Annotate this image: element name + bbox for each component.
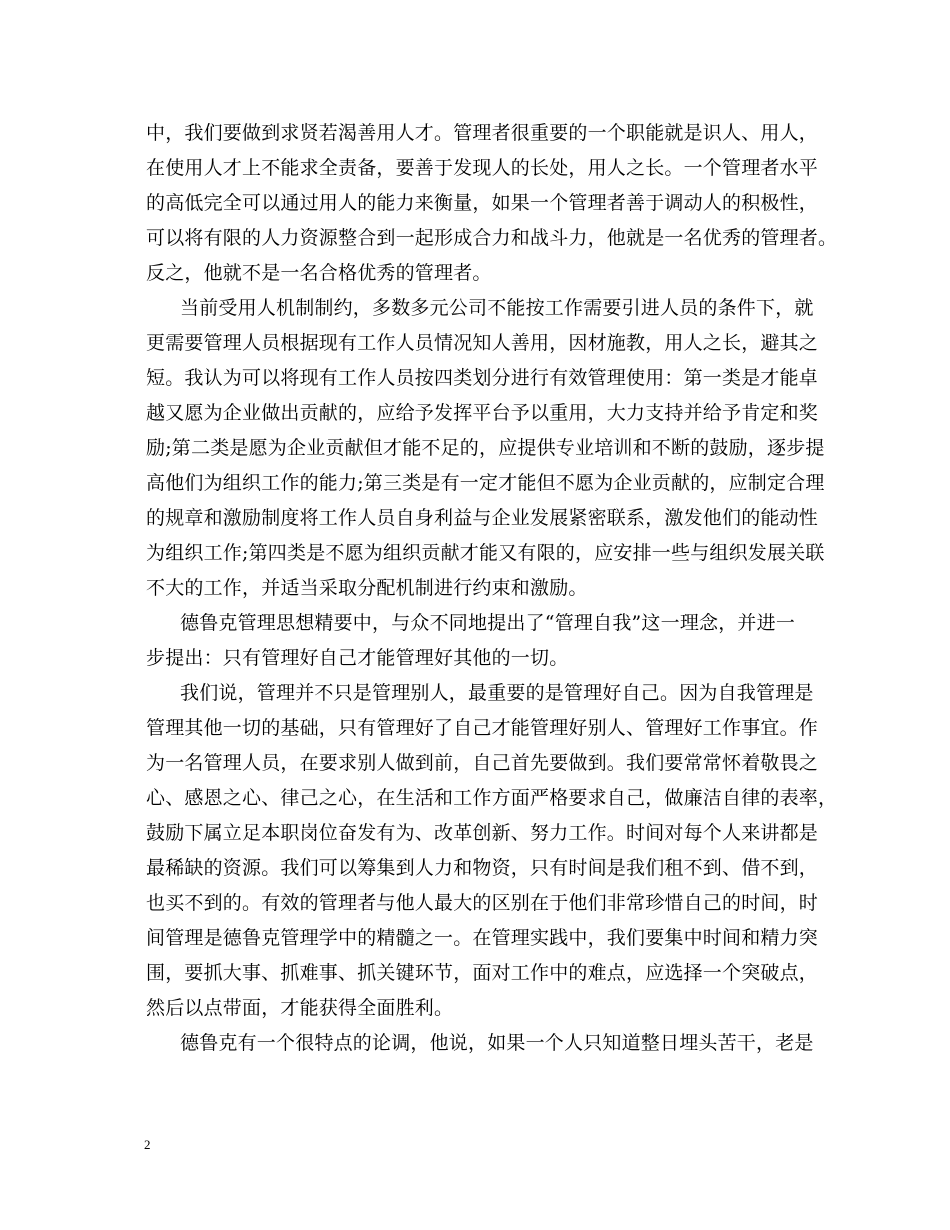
text-line: 管理其他一切的基础，只有管理好了自己才能管理好别人、管理好工作事宜。作 xyxy=(146,717,819,739)
text-line: 然后以点带面，才能获得全面胜利。 xyxy=(146,997,454,1019)
text-line: 在使用人才上不能求全责备，要善于发现人的长处，用人之长。一个管理者水平 xyxy=(146,157,819,179)
text-line: 鼓励下属立足本职岗位奋发有为、改革创新、努力工作。时间对每个人来讲都是 xyxy=(146,822,819,844)
text-line: 心、感恩之心、律己之心，在生活和工作方面严格要求自己，做廉洁自律的表率， xyxy=(146,787,838,809)
text-line: 围，要抓大事、抓难事、抓关键环节，面对工作中的难点，应选择一个突破点， xyxy=(146,962,819,984)
text-line: 为组织工作;第四类是不愿为组织贡献才能又有限的，应安排一些与组织发展关联 xyxy=(146,542,825,564)
page-number: 2 xyxy=(144,1137,151,1152)
paragraph-start-line: 我们说，管理并不只是管理别人，最重要的是管理好自己。因为自我管理是 xyxy=(180,682,814,704)
text-line: 步提出：只有管理好自己才能管理好其他的一切。 xyxy=(146,647,569,669)
text-line: 最稀缺的资源。我们可以筹集到人力和物资，只有时间是我们租不到、借不到， xyxy=(146,857,819,879)
text-line: 间管理是德鲁克管理学中的精髓之一。在管理实践中，我们要集中时间和精力突 xyxy=(146,927,819,949)
text-line: 为一名管理人员，在要求别人做到前，自己首先要做到。我们要常常怀着敬畏之 xyxy=(146,752,819,774)
paragraph-start-line: 德鲁克管理思想精要中，与众不同地提出了“管理自我”这一理念，并进一 xyxy=(180,612,796,634)
text-line: 中，我们要做到求贤若渴善用人才。管理者很重要的一个职能就是识人、用人， xyxy=(146,122,819,144)
text-line: 不大的工作，并适当采取分配机制进行约束和激励。 xyxy=(146,577,588,599)
text-line: 短。我认为可以将现有工作人员按四类划分进行有效管理使用：第一类是才能卓 xyxy=(146,367,819,389)
text-line: 也买不到的。有效的管理者与他人最大的区别在于他们非常珍惜自己的时间，时 xyxy=(146,892,819,914)
paragraph-start-line: 德鲁克有一个很特点的论调，他说，如果一个人只知道整日埋头苦干，老是 xyxy=(180,1032,814,1054)
text-line: 越又愿为企业做出贡献的，应给予发挥平台予以重用，大力支持并给予肯定和奖 xyxy=(146,402,819,424)
paragraph-start-line: 当前受用人机制制约，多数多元公司不能按工作需要引进人员的条件下，就 xyxy=(180,297,814,319)
text-line: 的高低完全可以通过用人的能力来衡量，如果一个管理者善于调动人的积极性， xyxy=(146,192,819,214)
text-line: 励;第二类是愿为企业贡献但才能不足的，应提供专业培训和不断的鼓励，逐步提 xyxy=(146,437,825,459)
text-line: 高他们为组织工作的能力;第三类是有一定才能但不愿为企业贡献的，应制定合理 xyxy=(146,472,825,494)
text-line: 可以将有限的人力资源整合到一起形成合力和战斗力，他就是一名优秀的管理者。 xyxy=(146,227,838,249)
text-line: 反之，他就不是一名合格优秀的管理者。 xyxy=(146,262,492,284)
text-line: 更需要管理人员根据现有工作人员情况知人善用，因材施教，用人之长，避其之 xyxy=(146,332,819,354)
body-text xyxy=(146,116,838,1061)
text-line: 的规章和激励制度将工作人员自身利益与企业发展紧密联系，激发他们的能动性 xyxy=(146,507,819,529)
